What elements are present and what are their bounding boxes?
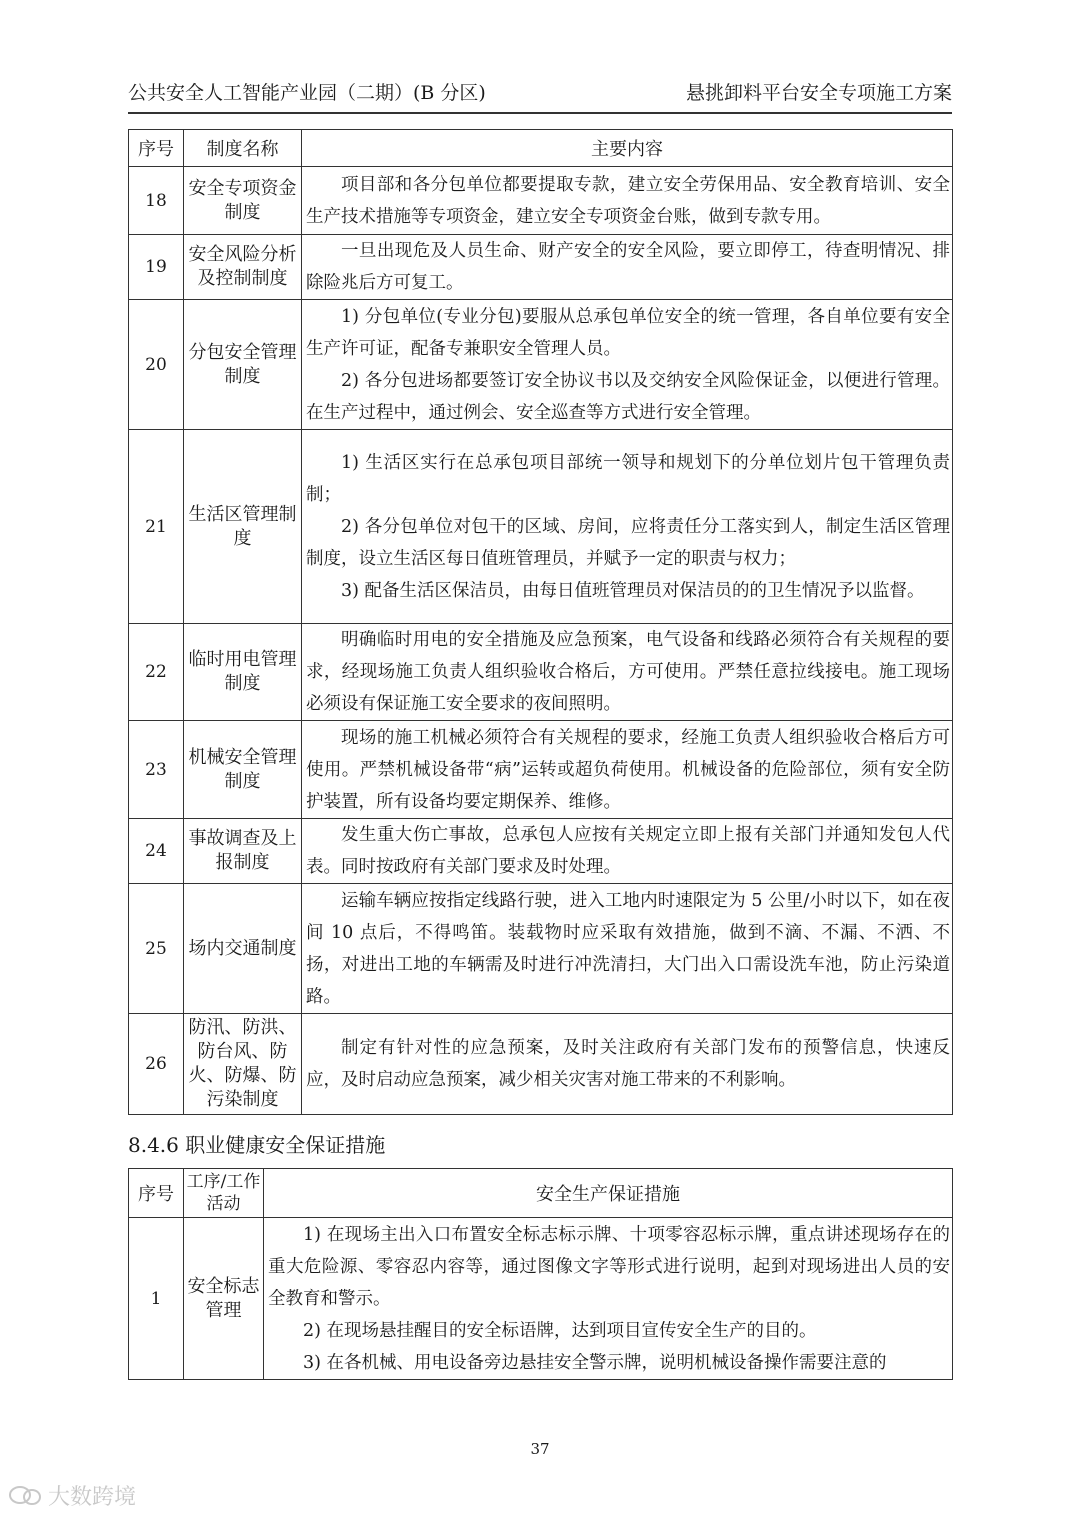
row-name: 场内交通制度 xyxy=(184,884,302,1014)
row-number: 18 xyxy=(129,167,184,235)
header-cell-content: 主要内容 xyxy=(302,130,953,167)
content-paragraph: 2) 各分包进场都要签订安全协议书以及交纳安全风险保证金，以便进行管理。在生产过程中，通过例会、安全巡查等方式进行安全管理。 xyxy=(306,370,950,423)
table-header-row xyxy=(129,1169,953,1218)
row-number: 20 xyxy=(129,300,184,430)
row-content xyxy=(302,1014,953,1115)
row-name: 防汛、防洪、防台风、防火、防爆、防污染制度 xyxy=(184,1014,302,1115)
table-row xyxy=(129,167,953,235)
content-paragraph: 明确临时用电的安全措施及应急预案，电气设备和线路必须符合有关规程的要求，经现场施工负责人组织验收合格后，方可使用。严禁任意拉线接电。施工现场必须设有保证施工安全要求的夜间照明。 xyxy=(306,630,950,714)
content-paragraph: 项目部和各分包单位都要提取专款，建立安全劳保用品、安全教育培训、安全生产技术措施等专项资金，建立安全专项资金台账，做到专款专用。 xyxy=(306,174,950,227)
content-paragraph: 2) 在现场悬挂醒目的安全标语牌，达到项目宣传安全生产的目的。 xyxy=(303,1320,817,1341)
row-number: 26 xyxy=(129,1014,184,1115)
chat-bubble-icon xyxy=(8,1484,42,1508)
management-system-table xyxy=(128,129,953,1115)
table-row xyxy=(129,235,953,300)
row-content xyxy=(302,430,953,624)
row-number: 25 xyxy=(129,884,184,1014)
content-paragraph: 3) 配备生活区保洁员，由每日值班管理员对保洁员的的卫生情况予以监督。 xyxy=(341,580,925,601)
watermark-text: 大数跨境 xyxy=(48,1485,137,1510)
row-content xyxy=(302,884,953,1014)
content-paragraph: 一旦出现危及人员生命、财产安全的安全风险，要立即停工，待查明情况、排除险兆后方可复工。 xyxy=(306,241,950,293)
header-cell-number: 序号 xyxy=(129,1169,184,1218)
row-number: 23 xyxy=(129,721,184,819)
table-row xyxy=(129,1014,953,1115)
row-name: 机械安全管理制度 xyxy=(184,721,302,819)
row-name: 安全标志管理 xyxy=(184,1218,264,1380)
content-paragraph: 1) 分包单位(专业分包)要服从总承包单位安全的统一管理，各自单位要有安全生产许可证，配备专兼职安全管理人员。 xyxy=(306,306,950,359)
table-row xyxy=(129,721,953,819)
table-row xyxy=(129,430,953,624)
row-number: 19 xyxy=(129,235,184,300)
row-name: 事故调查及上报制度 xyxy=(184,819,302,884)
row-content xyxy=(302,167,953,235)
row-number: 21 xyxy=(129,430,184,624)
content-paragraph: 运输车辆应按指定线路行驶，进入工地内时速限定为 5 公里/小时以下，如在夜间 10 点后，不得鸣笛。装载物时应采取有效措施，做到不滴、不漏、不洒、不扬，对进出工地的车辆需及时进行冲洗清扫，大门出入口需设洗车池，防止污染道路。 xyxy=(306,890,950,1007)
row-name: 安全风险分析及控制制度 xyxy=(184,235,302,300)
row-number: 1 xyxy=(129,1218,184,1380)
row-name: 临时用电管理制度 xyxy=(184,624,302,721)
table-row xyxy=(129,624,953,721)
table-row xyxy=(129,1218,953,1380)
row-number: 22 xyxy=(129,624,184,721)
row-content xyxy=(302,819,953,884)
content-paragraph: 制定有针对性的应急预案，及时关注政府有关部门发布的预警信息，快速反应，及时启动应急预案，减少相关灾害对施工带来的不利影响。 xyxy=(306,1038,950,1090)
page-header xyxy=(128,78,952,114)
header-cell-measures: 安全生产保证措施 xyxy=(264,1169,953,1218)
content-paragraph: 发生重大伤亡事故，总承包人应按有关规定立即上报有关部门并通知发包人代表。同时按政府有关部门要求及时处理。 xyxy=(306,825,950,877)
section-title: 8.4.6 职业健康安全保证措施 xyxy=(128,1133,386,1157)
header-cell-number: 序号 xyxy=(129,130,184,167)
table-row xyxy=(129,300,953,430)
row-content xyxy=(264,1218,953,1380)
header-document-title: 悬挑卸料平台安全专项施工方案 xyxy=(685,82,952,104)
row-content xyxy=(302,235,953,300)
content-paragraph: 2) 各分包单位对包干的区域、房间，应将责任分工落实到人，制定生活区管理制度，设立生活区每日值班管理员，并赋予一定的职责与权力； xyxy=(306,516,950,569)
watermark xyxy=(8,1480,136,1511)
row-content xyxy=(302,624,953,721)
row-number: 24 xyxy=(129,819,184,884)
header-cell-activity: 工序/工作活动 xyxy=(184,1169,264,1218)
page-number: 37 xyxy=(530,1440,550,1458)
table-row xyxy=(129,884,953,1014)
row-name: 生活区管理制度 xyxy=(184,430,302,624)
row-content xyxy=(302,721,953,819)
table-row xyxy=(129,819,953,884)
row-content xyxy=(302,300,953,430)
content-paragraph: 3) 在各机械、用电设备旁边悬挂安全警示牌，说明机械设备操作需要注意的 xyxy=(303,1352,887,1373)
content-paragraph: 现场的施工机械必须符合有关规程的要求，经施工负责人组织验收合格后方可使用。严禁机械设备带“病”运转或超负荷使用。机械设备的危险部位，须有安全防护装置，所有设备均要定期保养、维修。 xyxy=(306,727,950,812)
header-cell-system-name: 制度名称 xyxy=(184,130,302,167)
content-paragraph: 1) 在现场主出入口布置安全标志标示牌、十项零容忍标示牌，重点讲述现场存在的重大危险源、零容忍内容等，通过图像文字等形式进行说明，起到对现场进出人员的安全教育和警示。 xyxy=(268,1224,950,1309)
header-project-name: 公共安全人工智能产业园（二期）(B 分区) xyxy=(128,82,486,104)
safety-measures-table xyxy=(128,1168,953,1380)
row-name: 分包安全管理制度 xyxy=(184,300,302,430)
table-header-row xyxy=(129,130,953,167)
content-paragraph: 1) 生活区实行在总承包项目部统一领导和规划下的分单位划片包干管理负责制； xyxy=(306,452,950,505)
row-name: 安全专项资金制度 xyxy=(184,167,302,235)
